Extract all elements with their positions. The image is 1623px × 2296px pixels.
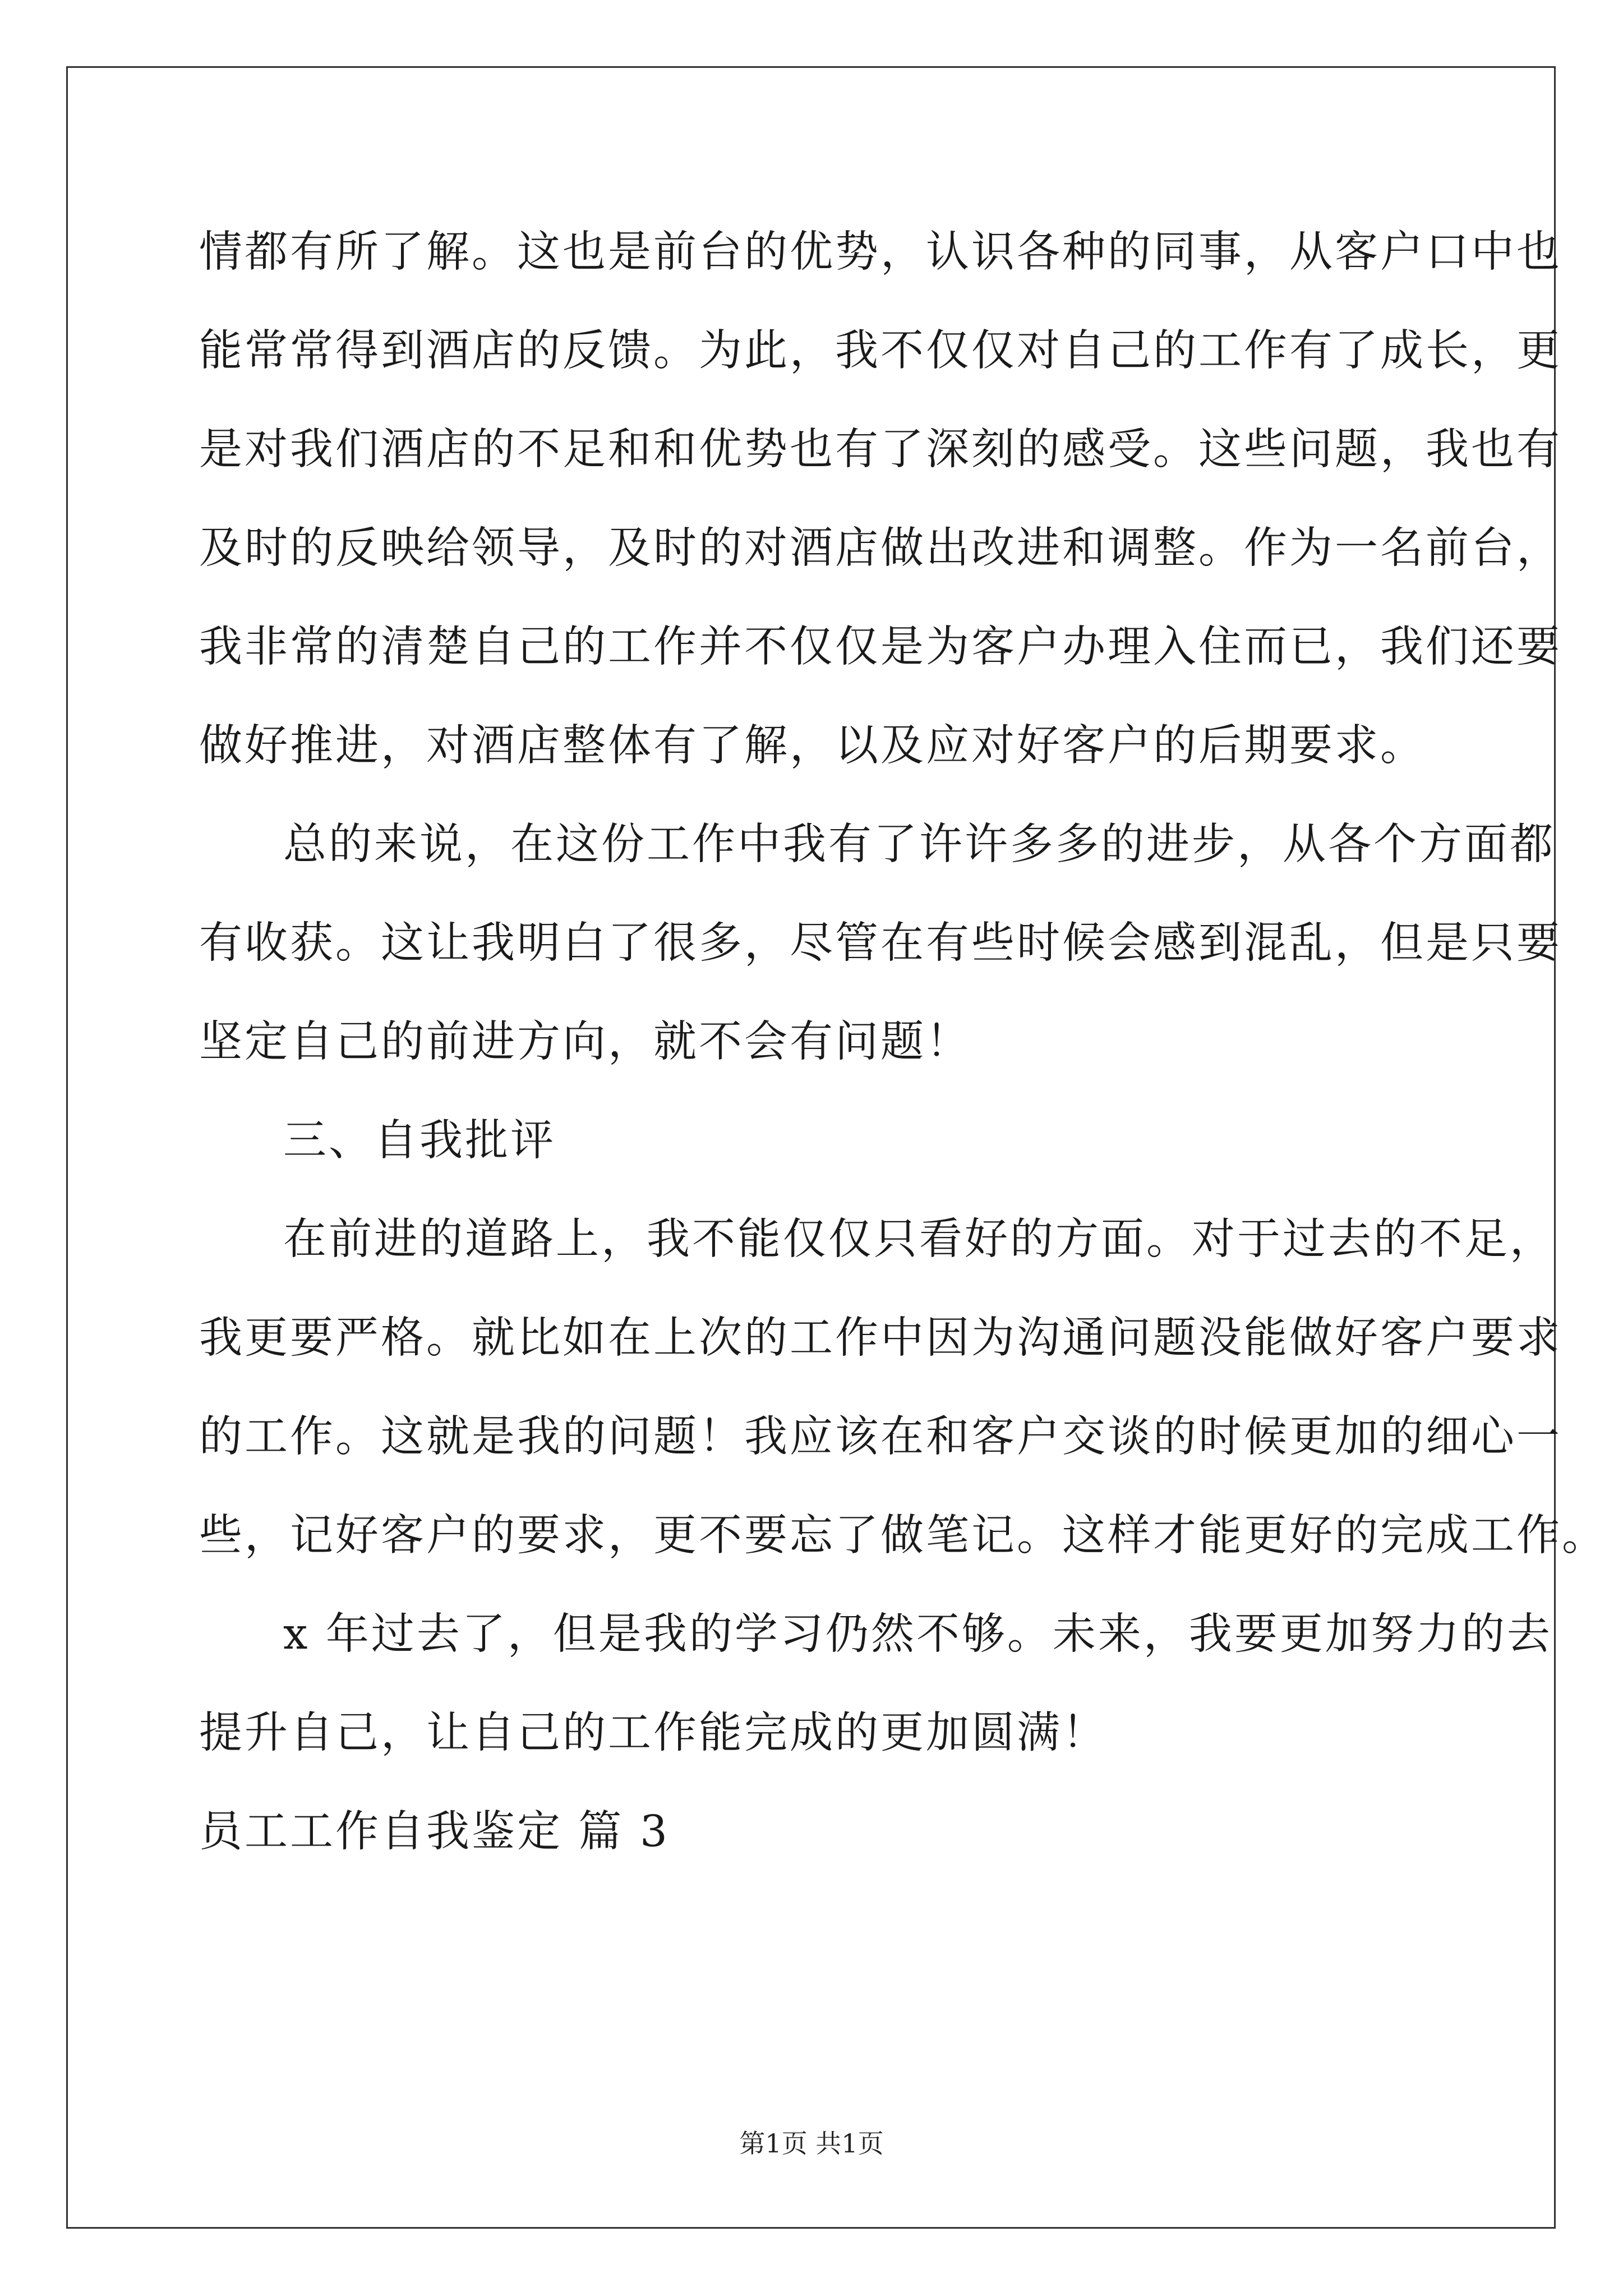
body-line: 做好推进，对酒店整体有了解，以及应对好客户的后期要求。 <box>199 721 1426 771</box>
body-line: 情都有所了解。这也是前台的优势，认识各种的同事，从客户口中也 <box>199 227 1562 277</box>
body-line: 我非常的清楚自己的工作并不仅仅是为客户办理入住而已，我们还要 <box>199 622 1562 672</box>
body-line: 的工作。这就是我的问题！我应该在和客户交谈的时候更加的细心一 <box>199 1412 1562 1462</box>
body-line: 些，记好客户的要求，更不要忘了做笔记。这样才能更好的完成工作。 <box>199 1511 1607 1561</box>
body-line: 我更要严格。就比如在上次的工作中因为沟通问题没能做好客户要求 <box>199 1313 1562 1363</box>
section-heading: 三、自我批评 <box>283 1116 556 1166</box>
body-line: 在前进的道路上，我不能仅仅只看好的方面。对于过去的不足， <box>283 1214 1555 1264</box>
page-footer: 第1页 共1页 <box>739 2128 884 2159</box>
body-line: x 年过去了，但是我的学习仍然不够。未来，我要更加努力的去 <box>283 1609 1552 1659</box>
body-line: 坚定自己的前进方向，就不会有问题！ <box>199 1017 971 1067</box>
body-line: 及时的反映给领导，及时的对酒店做出改进和调整。作为一名前台， <box>199 523 1562 573</box>
body-line: 是对我们酒店的不足和和优势也有了深刻的感受。这些问题，我也有 <box>199 425 1562 475</box>
document-title: 员工工作自我鉴定 篇 3 <box>199 1807 670 1857</box>
body-line: 提升自己，让自己的工作能完成的更加圆满！ <box>199 1708 1108 1758</box>
body-line: 有收获。这让我明白了很多，尽管在有些时候会感到混乱，但是只要 <box>199 918 1562 968</box>
body-line: 总的来说，在这份工作中我有了许许多多的进步，从各个方面都 <box>283 820 1555 869</box>
body-line: 能常常得到酒店的反馈。为此，我不仅仅对自己的工作有了成长，更 <box>199 326 1562 376</box>
